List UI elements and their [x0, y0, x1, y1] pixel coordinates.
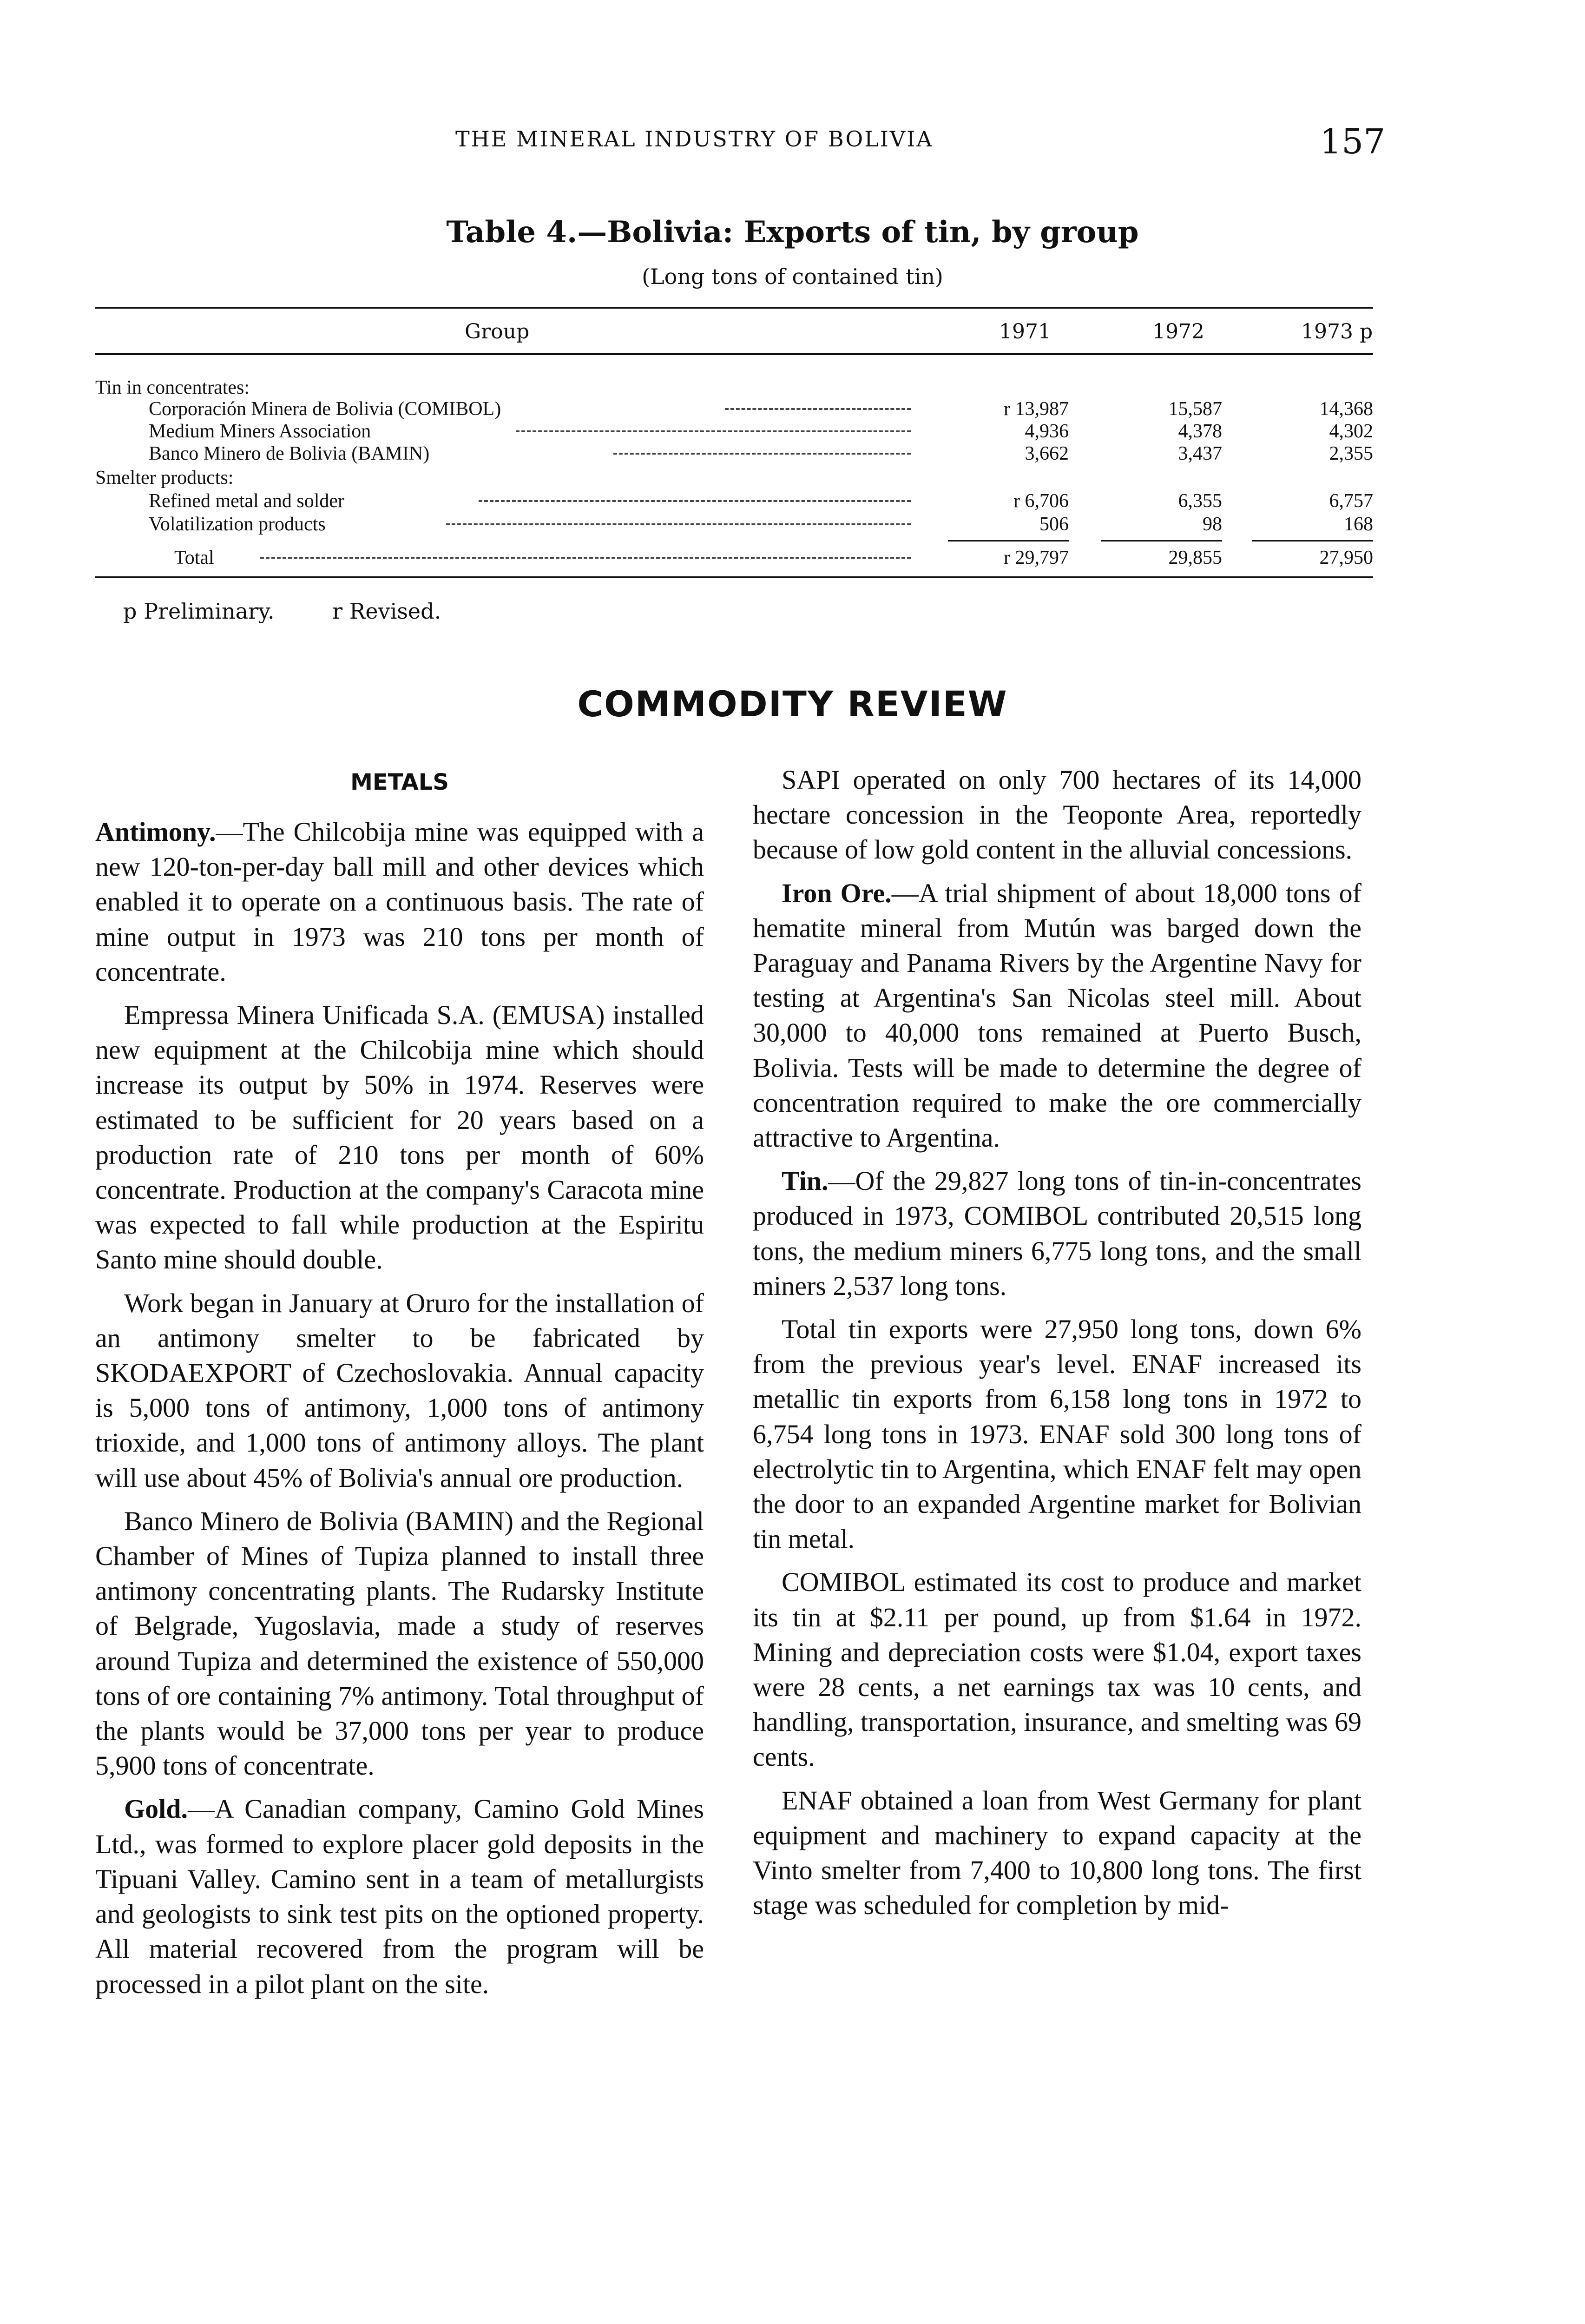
- table-bottom-rule: [95, 576, 1373, 578]
- table-cell: 4,378: [1178, 421, 1222, 442]
- paragraph: Antimony.—The Chilcobija mine was equipped with a new 120-ton-per-day ball mill and other devices which enabled it to operate on a continuous basis. The rate of mine output in 1973 was 210 tons per month of concentrate.: [95, 817, 704, 987]
- table-header-1972: 1972: [1152, 320, 1204, 343]
- table-cell: 506: [1039, 514, 1069, 535]
- table-row-label: Tin in concentrates:: [95, 377, 250, 398]
- table-header-rule: [95, 353, 1373, 355]
- table-total-cell: 29,855: [1168, 547, 1222, 568]
- table-row-label: Smelter products:: [95, 467, 234, 489]
- right-column: [753, 762, 1361, 1931]
- antimony-title: Antimony.: [95, 817, 216, 847]
- table-total-label: Total: [174, 547, 214, 568]
- dot-leader: [516, 428, 911, 432]
- page-number: 157: [1320, 122, 1386, 162]
- table-cell: 2,355: [1329, 443, 1373, 464]
- iron-ore-title: Iron Ore.: [782, 878, 892, 908]
- table-cell: 15,587: [1168, 398, 1222, 420]
- table-header-1973: 1973 p: [1301, 320, 1373, 343]
- paragraph: COMIBOL estimated its cost to produce and market its tin at $2.11 per pound, up from $1.64 in 1972. Mining and depreciation costs were $1.04, export taxes were 28 cents, a net earnings tax was 10 cents, and handling, transportation, insurance, and smelting was 69 cents.: [753, 1567, 1361, 1772]
- paragraph: Tin.—Of the 29,827 long tons of tin-in-concentrates produced in 1973, COMIBOL contributed 20,515 long tons, the medium miners 6,775 long tons, and the small miners 2,537 long tons.: [753, 1166, 1361, 1301]
- table-cell: r 6,706: [1013, 490, 1069, 512]
- subtotal-rule: [1252, 540, 1373, 541]
- table-total-cell: 27,950: [1319, 547, 1373, 568]
- dot-leader: [479, 497, 911, 502]
- table-title: Table 4.—Bolivia: Exports of tin, by group: [446, 215, 1139, 250]
- subtotal-rule: [1101, 540, 1222, 541]
- table-row-label: Refined metal and solder: [149, 490, 345, 512]
- table-cell: 3,662: [1025, 443, 1069, 464]
- table-row-label: Medium Miners Association: [149, 421, 371, 442]
- paragraph: Empressa Minera Unificada S.A. (EMUSA) installed new equipment at the Chilcobija mine which should increase its output by 50% in 1974. Reserves were estimated to be sufficient for 20 years based on a production rate of 210 tons per month of 60% concentrate. Production at the company's Caracota mine was expected to fall while production at the Espiritu Santo mine should double.: [95, 1000, 704, 1275]
- gold-title: Gold.: [124, 1794, 188, 1824]
- paragraph: Work began in January at Oruro for the installation of an antimony smelter to be fabricated by SKODAEXPORT of Czechoslovakia. Annual capacity is 5,000 tons of antimony, 1,000 tons of antimony trioxide, and 1,000 tons of antimony alloys. The plant will use about 45% of Bolivia's annual ore production.: [95, 1287, 704, 1493]
- table-total-cell: r 29,797: [1004, 547, 1069, 568]
- dot-leader: [725, 405, 911, 410]
- table-top-rule: [95, 307, 1373, 309]
- paragraph: Iron Ore.—A trial shipment of about 18,000 tons of hematite mineral from Mutún was barged down the Paraguay and Panama Rivers by the Argentine Navy for testing at Argentina's San Nicolas steel mill. About 30,000 to 40,000 tons remained at Puerto Busch, Bolivia. Tests will be made to determine the degree of concentration required to make the ore commercially attractive to Argentina.: [753, 878, 1361, 1153]
- running-title: THE MINERAL INDUSTRY OF BOLIVIA: [455, 126, 934, 152]
- dot-leader: [260, 554, 911, 559]
- table-header-group: Group: [465, 320, 530, 343]
- paragraph: SAPI operated on only 700 hectares of its 14,000 hectare concession in the Teoponte Area, reportedly because of low gold content in the alluvial concessions.: [753, 765, 1361, 865]
- left-column: [95, 814, 704, 2010]
- table-footnotes: [123, 599, 492, 624]
- paragraph: Banco Minero de Bolivia (BAMIN) and the Regional Chamber of Mines of Tupiza planned to install three antimony concentrating plants. The Rudarsky Institute of Belgrade, Yugoslavia, made a study of reserves around Tupiza and determined the existence of 550,000 tons of ore containing 7% antimony. Total throughput of the plants would be 37,000 tons per year to produce 5,900 tons of concentrate.: [95, 1505, 704, 1781]
- footnote-revised: r Revised.: [332, 599, 441, 624]
- table-subtitle: (Long tons of contained tin): [642, 264, 943, 289]
- paragraph: ENAF obtained a loan from West Germany for plant equipment and machinery to expand capacity at the Vinto smelter from 7,400 to 10,800 long tons. The first stage was scheduled for completion by mid-: [753, 1785, 1361, 1921]
- table-header-1971: 1971: [999, 320, 1051, 343]
- table-row-label: Corporación Minera de Bolivia (COMIBOL): [149, 398, 501, 420]
- table-row-label: Volatilization products: [149, 514, 326, 535]
- table-cell: 4,302: [1329, 421, 1373, 442]
- metals-subheading: METALS: [350, 769, 449, 795]
- table-cell: 3,437: [1178, 443, 1222, 464]
- table-cell: 98: [1203, 514, 1222, 535]
- tin-title: Tin.: [782, 1166, 829, 1196]
- dot-leader: [613, 450, 911, 455]
- subtotal-rule: [948, 540, 1069, 541]
- table-cell: 6,355: [1178, 490, 1222, 512]
- dot-leader: [446, 521, 911, 525]
- section-heading: COMMODITY REVIEW: [577, 683, 1008, 725]
- table-cell: 6,757: [1329, 490, 1373, 512]
- table-cell: 4,936: [1025, 421, 1069, 442]
- table-row-label: Banco Minero de Bolivia (BAMIN): [149, 443, 430, 464]
- footnote-preliminary: p Preliminary.: [123, 599, 275, 624]
- table-cell: r 13,987: [1004, 398, 1069, 420]
- paragraph: Total tin exports were 27,950 long tons, down 6% from the previous year's level. ENAF increased its metallic tin exports from 6,158 long tons in 1972 to 6,754 long tons in 1973. ENAF sold 300 long tons of electrolytic tin to Argentina, which ENAF felt may open the door to an expanded Argentine market for Bolivian tin metal.: [753, 1314, 1361, 1554]
- paragraph: Gold.—A Canadian company, Camino Gold Mines Ltd., was formed to explore placer gold deposits in the Tipuani Valley. Camino sent in a team of metallurgists and geologists to sink test pits on the optioned property. All material recovered from the program will be processed in a pilot plant on the site.: [95, 1794, 704, 1999]
- table-cell: 14,368: [1319, 398, 1373, 420]
- table-cell: 168: [1344, 514, 1373, 535]
